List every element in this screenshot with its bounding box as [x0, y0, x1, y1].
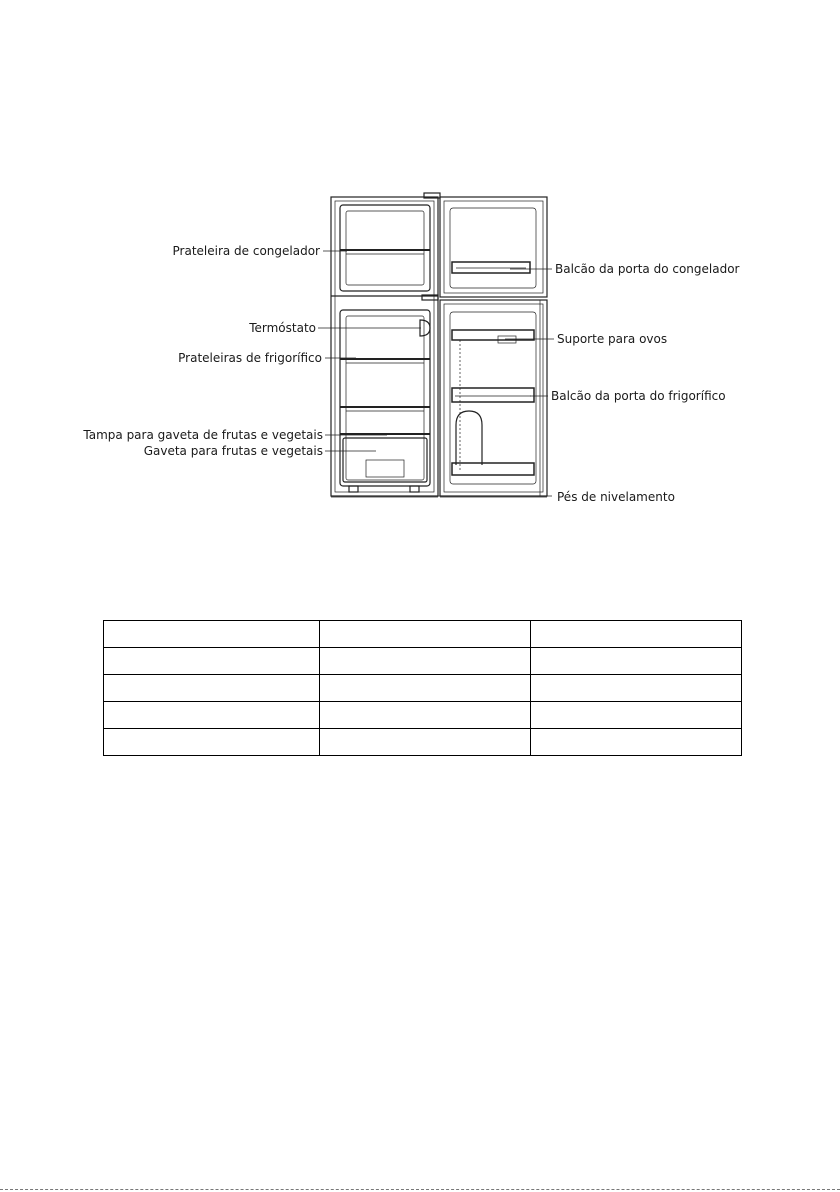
fridge-door-bin	[452, 388, 534, 402]
fridge-compartment	[340, 310, 430, 486]
label-freezer-shelf: Prateleira de congelador	[172, 244, 320, 258]
freezer-compartment	[340, 205, 430, 291]
table-cell	[531, 621, 742, 648]
table-cell	[104, 648, 320, 675]
label-crisper-drawer: Gaveta para frutas e vegetais	[143, 444, 323, 458]
cabinet-inner	[335, 201, 434, 492]
table-row	[104, 729, 742, 756]
table-cell	[104, 729, 320, 756]
table-cell	[104, 621, 320, 648]
label-fridge-shelves: Prateleiras de frigorífico	[178, 351, 322, 365]
table-row	[104, 702, 742, 729]
freezer-door-bin	[452, 262, 530, 273]
table-cell	[104, 702, 320, 729]
label-freezer-door-bin: Balcão da porta do congelador	[555, 262, 740, 276]
table-cell	[531, 648, 742, 675]
table-cell	[320, 729, 531, 756]
table-row	[104, 648, 742, 675]
spec-table	[103, 620, 742, 756]
table-cell	[320, 648, 531, 675]
table-cell	[320, 621, 531, 648]
label-egg-holder: Suporte para ovos	[557, 332, 668, 346]
egg-holder	[452, 330, 534, 340]
foot-right	[410, 486, 419, 492]
table-cell	[531, 702, 742, 729]
refrigerator-diagram	[0, 0, 840, 560]
table-cell	[531, 729, 742, 756]
foot-left	[349, 486, 358, 492]
table-cell	[531, 675, 742, 702]
label-thermostat: Termóstato	[249, 321, 316, 335]
table-cell	[104, 675, 320, 702]
label-fridge-door-bin: Balcão da porta do frigorífico	[551, 389, 726, 403]
thermostat	[420, 320, 430, 336]
spec-table-body	[104, 621, 742, 756]
table-row	[104, 675, 742, 702]
label-leveling-feet: Pés de nivelamento	[557, 490, 675, 504]
page-bottom-rule	[0, 1189, 840, 1190]
table-row	[104, 621, 742, 648]
freezer-door	[440, 197, 547, 297]
table-cell	[320, 702, 531, 729]
table-cell	[320, 675, 531, 702]
label-crisper-cover: Tampa para gaveta de frutas e vegetais	[83, 428, 323, 442]
